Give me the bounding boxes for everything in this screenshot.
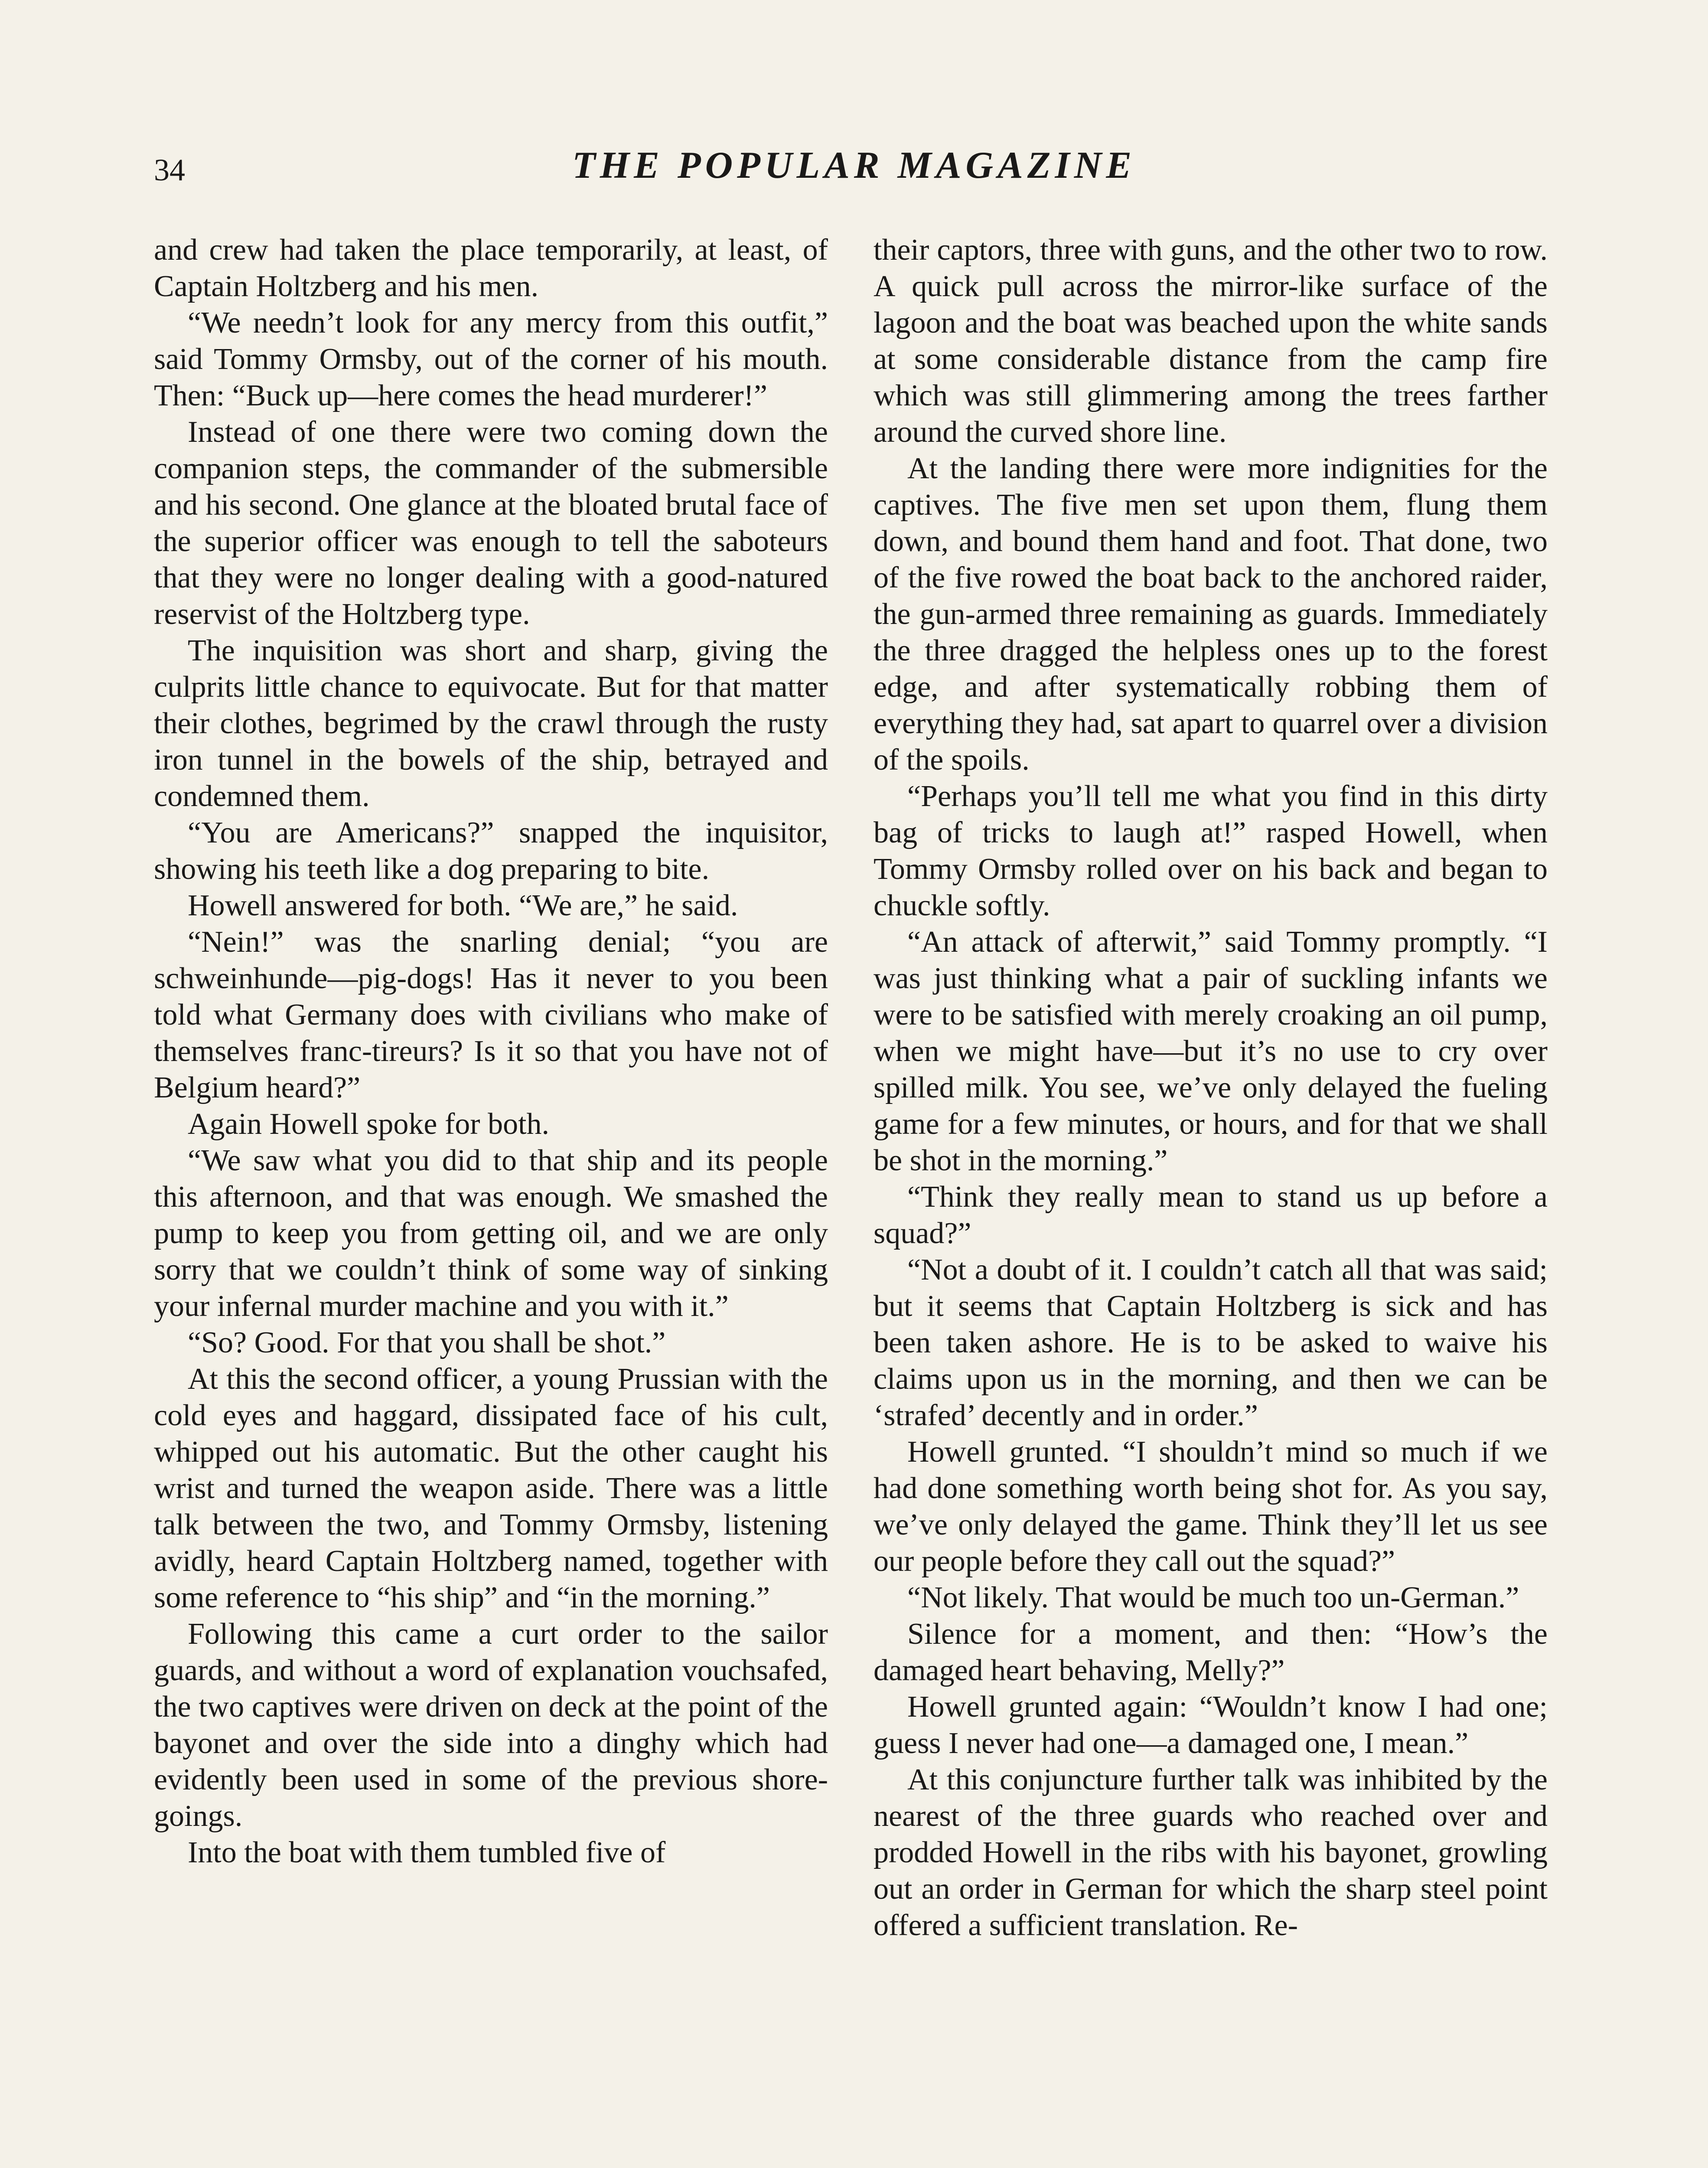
- paragraph: Silence for a moment, and then: “How’s the damaged heart behaving, Melly?”: [874, 1617, 1548, 1687]
- paragraph: Howell grunted again: “Wouldn’t know I had one; guess I never had one—a damaged one, I mean.”: [874, 1690, 1548, 1760]
- paragraph: Howell grunted. “I shouldn’t mind so much if we had done something worth being shot for. As you say, we’ve only delayed the game. Think they’ll let us see our people before they call out the squad?”: [874, 1435, 1548, 1578]
- paragraph: “Think they really mean to stand us up before a squad?”: [874, 1180, 1548, 1250]
- paragraph: “So? Good. For that you shall be shot.”: [188, 1326, 666, 1359]
- paragraph: “You are Americans?” snapped the inquisitor, showing his teeth like a dog preparing to bite.: [154, 816, 828, 886]
- left-text-column: [154, 232, 828, 2168]
- paragraph: At this the second officer, a young Prussian with the cold eyes and haggard, dissipated face of his cult, whipped out his automatic. But the other caught his wrist and turned the weapon aside. There was a little talk between the two, and Tommy Ormsby, listening avidly, heard Captain Holtzberg named, together with some reference to “his ship” and “in the morning.”: [154, 1362, 828, 1614]
- paragraph: “Not a doubt of it. I couldn’t catch all that was said; but it seems that Captain Holtzberg is sick and has been taken ashore. He is to be asked to waive his claims upon us in the morning, and then we can be ‘strafed’ decently and in order.”: [874, 1253, 1548, 1432]
- paragraph: Instead of one there were two coming down the companion steps, the commander of the submersible and his second. One glance at the bloated brutal face of the superior officer was enough to tell the saboteurs that they were no longer dealing with a good-natured reservist of the Holtzberg type.: [154, 415, 828, 631]
- paragraph: “Nein!” was the snarling denial; “you are schweinhunde—pig-dogs! Has it never to you been told what Germany does with civilians who make of themselves franc-tireurs? Is it so that you have not of Belgium heard?”: [154, 925, 828, 1104]
- paragraph: “We saw what you did to that ship and its people this afternoon, and that was enough. We smashed the pump to keep you from getting oil, and we are only sorry that we couldn’t think of some way of sinking your infernal murder machine and you with it.”: [154, 1144, 828, 1323]
- page-header: [154, 144, 1554, 203]
- paragraph: The inquisition was short and sharp, giving the culprits little chance to equivocate. But for that matter their clothes, begrimed by the crawl through the rusty iron tunnel in the bowels of the ship, betrayed and condemned them.: [154, 634, 828, 813]
- page-number: 34: [154, 153, 185, 187]
- magazine-title: THE POPULAR MAGAZINE: [572, 144, 1136, 186]
- paragraph: Howell answered for both. “We are,” he said.: [188, 889, 738, 922]
- paragraph: At the landing there were more indignities for the captives. The five men set upon them, flung them down, and bound them hand and foot. That done, two of the five rowed the boat back to the anchored raider, the gun-armed three remaining as guards. Immediately the three dragged the helpless ones up to the forest edge, and after systematically robbing them of everything they had, sat apart to quarrel over a division of the spoils.: [874, 452, 1548, 777]
- paragraph: “An attack of afterwit,” said Tommy promptly. “I was just thinking what a pair of suckling infants we were to be satisfied with merely croaking an oil pump, when we might have—but it’s no use to cry over spilled milk. You see, we’ve only delayed the fueling game for a few minutes, or hours, and for that we shall be shot in the morning.”: [874, 925, 1548, 1177]
- paragraph: At this conjuncture further talk was inhibited by the nearest of the three guards who reached over and prodded Howell in the ribs with his bayonet, growling out an order in German for which the sharp steel point offered a sufficient translation. Re-: [874, 1763, 1548, 1942]
- paragraph: Into the boat with them tumbled five of: [188, 1836, 666, 1869]
- paragraph: “We needn’t look for any mercy from this outfit,” said Tommy Ormsby, out of the corner of his mouth. Then: “Buck up—here comes the head murderer!”: [154, 306, 828, 412]
- paragraph: and crew had taken the place temporarily, at least, of Captain Holtzberg and his men.: [154, 233, 828, 303]
- paragraph: Again Howell spoke for both.: [188, 1107, 550, 1141]
- paragraph: “Not likely. That would be much too un-German.”: [907, 1581, 1519, 1614]
- right-text-column: [874, 232, 1548, 2168]
- paragraph: their captors, three with guns, and the other two to row. A quick pull across the mirror-like surface of the lagoon and the boat was beached upon the white sands at some considerable distance from the camp fire which was still glimmering among the trees farther around the curved shore line.: [874, 233, 1548, 449]
- paragraph: “Perhaps you’ll tell me what you find in this dirty bag of tricks to laugh at!” rasped Howell, when Tommy Ormsby rolled over on his back and began to chuckle softly.: [874, 780, 1548, 922]
- paragraph: Following this came a curt order to the sailor guards, and without a word of explanation vouchsafed, the two captives were driven on deck at the point of the bayonet and over the side into a dinghy which had evidently been used in some of the previous shore-goings.: [154, 1617, 828, 1833]
